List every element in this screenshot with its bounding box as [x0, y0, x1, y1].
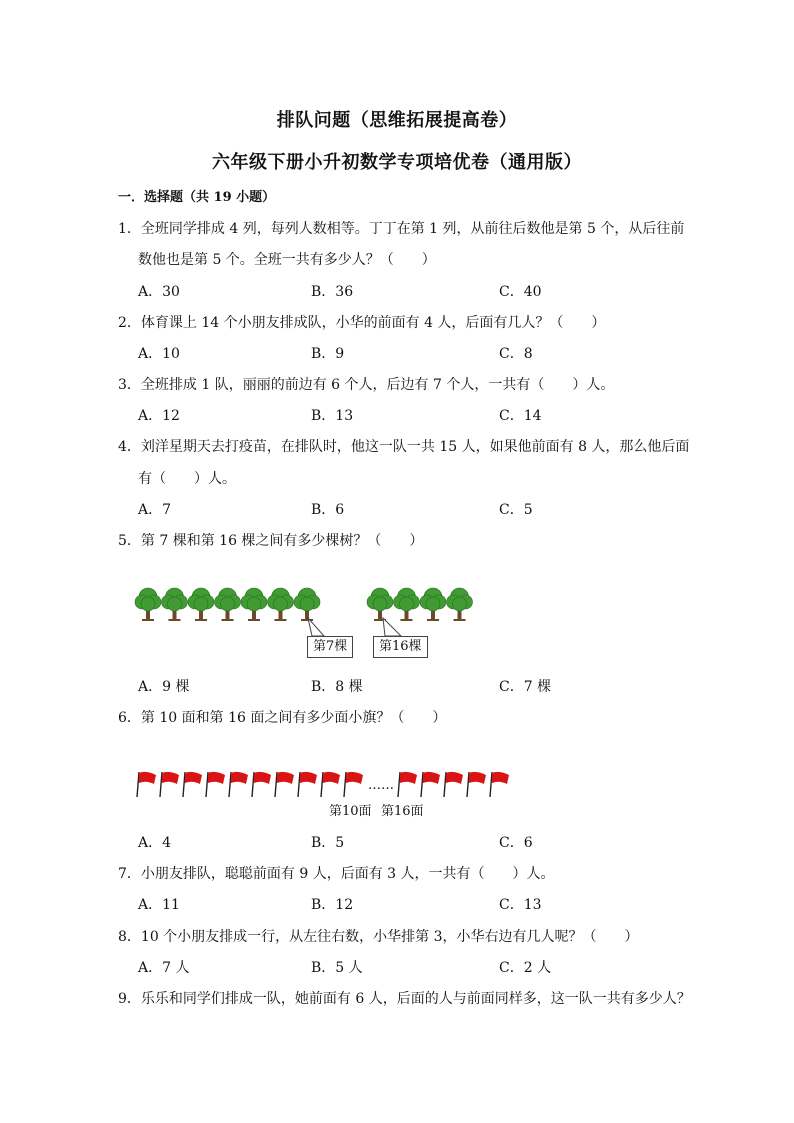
question-6-option-b: B．5 [311, 835, 345, 851]
flag-icon [398, 772, 417, 797]
tree-row-left [136, 588, 326, 624]
question-4-line-2: 有（ ）人。 [138, 471, 236, 487]
tree-icon [188, 588, 214, 621]
flag-icon [467, 772, 486, 797]
flag-icon [160, 772, 179, 797]
question-1-line-2: 数他也是第 5 个。全班一共有多少人？（ ） [138, 252, 436, 268]
flag-icon [137, 772, 156, 797]
question-1-line-1: 1．全班同学排成 4 列，每列人数相等。丁丁在第 1 列，从前往后数他是第 5 个，从后往前 [118, 221, 685, 237]
document-subtitle: 六年级下册小升初数学专项培优卷（通用版） [212, 152, 582, 173]
flag-icon [344, 772, 363, 797]
question-9-line-1: 9．乐乐和同学们排成一队，她前面有 6 人，后面的人与前面同样多，这一队一共有多少人？ [118, 991, 691, 1007]
question-2-option-b: B．9 [311, 346, 345, 362]
flag-row-left [136, 770, 368, 800]
question-8-option-c: C．2 人 [499, 960, 552, 976]
question-2-option-c: C．8 [499, 346, 533, 362]
question-2-line-1: 2．体育课上 14 个小朋友排成队，小华的前面有 4 人，后面有几人？（ ） [118, 315, 606, 331]
question-3-option-a: A．12 [138, 408, 180, 424]
flag-label-16: 第16面 [381, 804, 424, 819]
question-7-line-1: 7．小朋友排队，聪聪前面有 9 人，后面有 3 人，一共有（ ）人。 [118, 866, 555, 882]
question-4-option-c: C．5 [499, 502, 533, 518]
flag-icon [421, 772, 440, 797]
question-8-option-a: A．7 人 [138, 960, 190, 976]
question-6-line-1: 6．第 10 面和第 16 面之间有多少面小旗？（ ） [118, 710, 447, 726]
question-4-option-b: B．6 [311, 502, 345, 518]
tree-icon [420, 588, 446, 621]
tree-icon [162, 588, 188, 621]
question-1-option-b: B．36 [311, 284, 354, 300]
flag-icon [206, 772, 225, 797]
flag-icon [183, 772, 202, 797]
question-7-option-b: B．12 [311, 897, 354, 913]
flag-icon [275, 772, 294, 797]
flag-label-10: 第10面 [329, 804, 372, 819]
flag-icon [298, 772, 317, 797]
flag-row-right [397, 770, 513, 800]
question-1-option-c: C．40 [499, 284, 542, 300]
question-5-option-c: C．7 棵 [499, 679, 552, 695]
question-3-line-1: 3．全班排成 1 队，丽丽的前边有 6 个人，后边有 7 个人，一共有（ ）人。 [118, 377, 615, 393]
question-7-option-a: A．11 [138, 897, 180, 913]
question-7-option-c: C．13 [499, 897, 542, 913]
question-3-option-c: C．14 [499, 408, 542, 424]
flag-icon [321, 772, 340, 797]
flag-icon [252, 772, 271, 797]
question-3-option-b: B．13 [311, 408, 354, 424]
tree-icon [367, 588, 393, 621]
tree-icon [447, 588, 473, 621]
question-4-option-a: A．7 [138, 502, 172, 518]
callout-tree-7: 第7棵 [307, 636, 353, 658]
flag-icon [490, 772, 509, 797]
question-6-option-c: C．6 [499, 835, 533, 851]
tree-icon [268, 588, 294, 621]
question-2-option-a: A．10 [138, 346, 180, 362]
question-4-line-1: 4．刘洋星期天去打疫苗，在排队时，他这一队一共 15 人，如果他前面有 8 人，那么他后面 [118, 439, 690, 455]
tree-icon [215, 588, 241, 621]
document-title: 排队问题（思维拓展提高卷） [276, 110, 518, 131]
question-8-option-b: B．5 人 [311, 960, 363, 976]
question-5-line-1: 5．第 7 棵和第 16 棵之间有多少棵树？（ ） [118, 533, 424, 549]
callout-tree-16: 第16棵 [373, 636, 428, 658]
flag-icon [444, 772, 463, 797]
flag-icon [229, 772, 248, 797]
tree-icon [135, 588, 161, 621]
question-6-option-a: A．4 [138, 835, 172, 851]
question-5-option-b: B．8 棵 [311, 679, 363, 695]
question-1-option-a: A．30 [138, 284, 180, 300]
section-heading: 一．选择题（共 19 小题） [118, 190, 276, 205]
question-5-option-a: A．9 棵 [138, 679, 190, 695]
tree-icon [294, 588, 320, 621]
question-8-line-1: 8．10 个小朋友排成一行，从左往右数，小华排第 3，小华右边有几人呢？（ ） [118, 929, 639, 945]
flag-ellipsis: …… [368, 778, 394, 793]
tree-icon [394, 588, 420, 621]
tree-icon [241, 588, 267, 621]
